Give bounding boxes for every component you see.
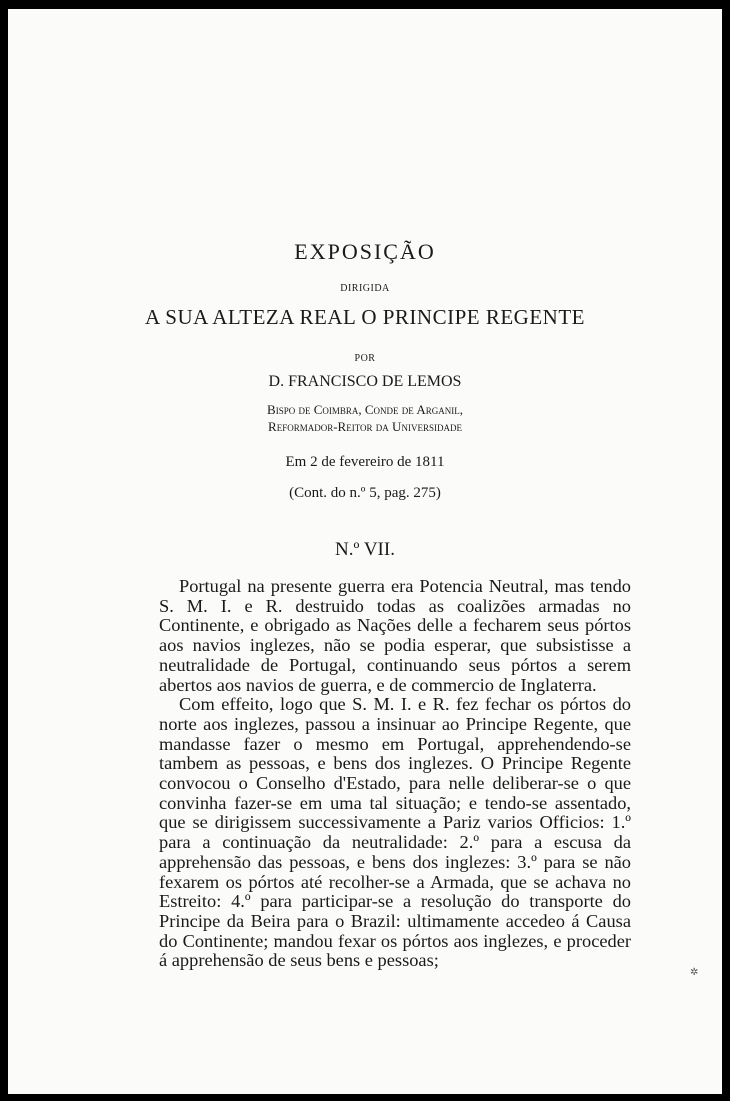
- document-title: EXPOSIÇÃO: [294, 239, 436, 264]
- paragraph-1: Portugal na presente guerra era Potencia Neutral, mas tendo S. M. I. e R. destruido todas as coalizões armadas no Continente, e obrigado as Nações delle a fecharem seus pórtos aos navios inglezes, não se podia esperar, que subsistisse a neutralidade de Portugal, continuando seus pórtos a serem abertos aos navios de guerra, e de commercio de Inglaterra.: [159, 576, 631, 695]
- author-name: D. FRANCISCO DE LEMOS: [268, 373, 462, 390]
- author-title-line-2: Reformador-Reitor da Universidade: [268, 419, 462, 434]
- paragraph-2: Com effeito, logo que S. M. I. e R. fez fechar os pórtos do norte aos inglezes, passou a insinuar ao Principe Regente, que mandasse fazer o mesmo em Portugal, apprehendendo-se tambem as pessoas, e bens dos inglezes. O Principe Regente convocou o Conselho d'Estado, para nelle deliberar-se o que convinha fazer-se em uma tal situação; e tendo-se assentado, que se dirigissem successivamente a Pariz varios Officios: 1.º para a continuação da neutralidade: 2.º para a escusa da apprehensão das pessoas, e bens dos inglezes: 3.º para se não fexarem os pórtos até recolher-se a Armada, que se achava no Estreito: 4.º para participar-se a resolução do transporte do Principe da Beira para o Brazil: ultimamente accedeo á Causa do Continente; mandou fexar os pórtos aos inglezes, e proceder á apprehensão de seus bens e pessoas;: [159, 694, 631, 971]
- dirigida-label: DIRIGIDA: [340, 283, 390, 294]
- section-number: N.º VII.: [335, 539, 395, 560]
- document-date: Em 2 de fevereiro de 1811: [285, 454, 445, 470]
- addressee-heading: A SUA ALTEZA REAL O PRINCIPE REGENTE: [145, 305, 585, 329]
- continuation-note: (Cont. do n.º 5, pag. 275): [289, 485, 441, 501]
- document-page: [8, 9, 722, 1094]
- por-label: POR: [354, 353, 376, 364]
- ink-speck: ✲: [690, 967, 699, 978]
- body-text: [159, 577, 631, 971]
- author-title-line-1: Bispo de Coimbra, Conde de Arganil,: [267, 402, 463, 417]
